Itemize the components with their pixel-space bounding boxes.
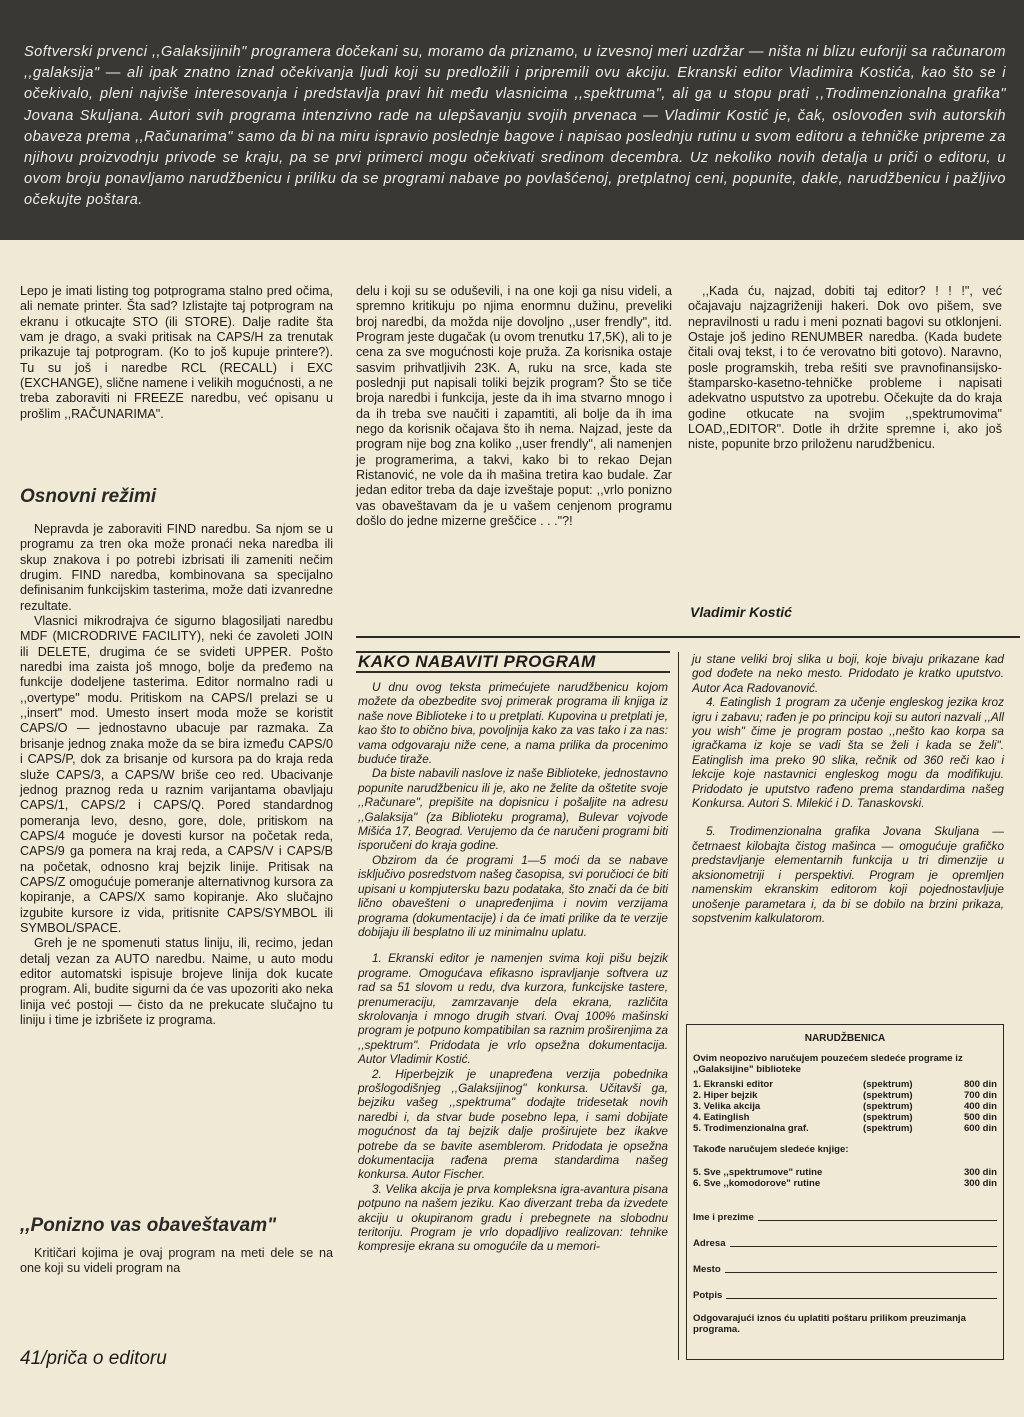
- item-price: 400 din: [963, 1101, 997, 1112]
- item-price: 500 din: [963, 1112, 997, 1123]
- order-form: [686, 1024, 1004, 1360]
- order-item[interactable]: [693, 1079, 997, 1090]
- paragraph: Obzirom da će programi 1—5 moći da se nabave isključivo posredstvom našeg časopisa, svi poručioci će biti upisani u kompjutersku bazu podataka, što znači da će biti lično obavešteni o unapređenjima i novim verzijama programa (dokumentacije) i da će imati prilike da te verzije dobijaju ili besplatno ili uz minimalnu uplatu.: [358, 852, 668, 939]
- name-field[interactable]: [693, 1197, 997, 1223]
- field-line[interactable]: [730, 1246, 997, 1247]
- item-platform: (spektrum): [863, 1101, 913, 1112]
- payment-note: Odgovarajući iznos ću uplatiti poštaru prilikom preuzimanja programa.: [693, 1313, 966, 1335]
- address-field[interactable]: [693, 1223, 997, 1249]
- column-1-part-3: [20, 1246, 333, 1277]
- paragraph: 2. Hiperbejzik je unapređena verzija pobednika prošlogodišnjeg ,,Galaksijinog" konkursa. Učitavši ga, bejziku vašeg ,,spektruma" dodajte tridesetak novih naredbi i, da stvar bude posebno lepa, i sami dobijate mogućnost da taj bejzik dalje proširujete bez ikakve potrebe da se bavite asemblerom. Pridodata je opsežna dokumentacija rađena prema standardima našeg konkursa. Autor Fischer.: [358, 1066, 668, 1182]
- box-column-2: [692, 652, 1004, 925]
- paragraph: 3. Velika akcija je prva kompleksna igra-avantura pisana potpuno na našem jeziku. Kao diverzant treba da izvedete akciju u okupiranom gradu i prebegnete na slobodnu teritoriju. Program je vrlo dopadljivo realizovan: tehnike kompresije ekrana su omogućile da u memori-: [358, 1181, 668, 1254]
- field-label: Potpis: [693, 1290, 723, 1301]
- paragraph: Nepravda je zaboraviti FIND naredbu. Sa njom se u programu za tren oka može pronaći neka naredba ili skup znakova i po potrebi izbrisati ili zameniti nečim drugim. FIND naredba, kombinovana sa specijalno definisanim funkcijskim tasterima, može dati izvanredne rezultate.: [20, 522, 333, 613]
- item-name: 2. Hiper bejzik: [693, 1090, 758, 1101]
- field-label: Ime i prezime: [693, 1212, 754, 1223]
- order-form-intro: Ovim neopozivo naručujem pouzećem sledeće programe iz ,,Galaksijine" biblioteke: [693, 1053, 963, 1075]
- paragraph: 1. Ekranski editor je namenjen svima koji pišu bejzik programe. Omogućava efikasno ispravljanje softvera uz rad sa 51 slovom u redu, dva kurzora, funkcijske tastere, prenumeraciju, zamrzavanje dela ekrana, različita skrolovanja i mnogo drugih stvari. Ovaj 100% mašinski program je potpuno kompatibilan sa raznim proširenjima za ,,spektrum". Pridodata je vrlo opsežna dokumentacija. Autor Vladimir Kostić.: [358, 951, 668, 1067]
- field-line[interactable]: [725, 1272, 997, 1273]
- book-name: 5. Sve ,,spektrumove" rutine: [693, 1167, 823, 1178]
- paragraph: Kritičari kojima je ovaj program na meti dele se na one koji su videli program na: [20, 1246, 333, 1276]
- item-price: 600 din: [963, 1123, 997, 1134]
- city-field[interactable]: [693, 1249, 997, 1275]
- paragraph: ju stane veliki broj slika u boji, koje bivaju prikazane kad god dođete na neko mesto. Pridodato je kratko uputstvo. Autor Aca Radovanović.: [692, 652, 1004, 695]
- paragraph: 5. Trodimenzionalna grafika Jovana Skuljana — četrnaest kilobajta čistog mašinca — omogućuje grafičko predstavljanje elementarnih funkcija u tri dimenzije u aksionometriji i perspektivi. Program je opremljen namenskim ekranskim editorom koji pojednostavljuje unošenje parametara i, da bi se dobilo na brzini prikaza, sopstvenim kalkulatorom.: [692, 824, 1004, 925]
- divider: [356, 636, 1020, 638]
- paragraph: Greh je ne spomenuti status liniju, ili, recimo, jedan detalj vezan za AUTO naredbu. Naime, u auto modu editor automatski ispisuje brojeve linija dok kucate program. Ali, budite sigurni da će vas upozoriti ako neka linija već postoji — čisto da ne prekucate slučajno tu liniju i time je izbrišete iz programa.: [20, 936, 333, 1027]
- paragraph: Da biste nabavili naslove iz naše Biblioteke, jednostavno popunite narudžbenicu ili je, ako ne želite da oštetite svoje ,,Računare", prepišite na dopisnicu i pošaljite na adresu ,,Galaksija" (za Biblioteku programa), Bulevar vojvode Mišića 17, Beograd. Verujemo da će naručeni programi biti isporučeni do kraja godine.: [358, 766, 668, 853]
- book-item[interactable]: [693, 1167, 997, 1178]
- paragraph: 4. Eatinglish 1 program za učenje engleskog jezika kroz igru i zabavu; rađen je po principu koji su autori nazvali ,,All you wish" čime je program postao ,,nešto kao korpa sa igračkama iz koje se vadi šta se želi i kada se želi". Eatinglish ima preko 90 slika, rečnik od 360 reči kao i lekcije koje nastavnici engleskog mogu da modifikuju. Pridodato je uputstvo rađeno prema standardima našeg Konkursa. Autori S. Milekić i D. Tanaskovski.: [692, 695, 1004, 811]
- item-name: 5. Trodimenzionalna graf.: [693, 1123, 809, 1134]
- book-price: 300 din: [963, 1178, 997, 1189]
- item-name: 1. Ekranski editor: [693, 1079, 773, 1090]
- paragraph: Vlasnici mikrodrajva će sigurno blagosiljati naredbu MDF (MICRODRIVE FACILITY), neki će zavoleti JOIN ili DELETE, drugima će se svideti UPPER. Pošto naredbi ima zaista još mnogo, bolje da pređemo na funkcije dodeljene tasterima. Editor normalno radi u ,,overtype" modu. Pritiskom na CAPS/I prelazi se u ,,insert" mod. Umesto insert moda može se koristit CAPS/O — jednostavno ubacuje par razmaka. Za brisanje jednog znaka može da se bira između CAPS/0 i CAPS/P, dok za brisanje od kursora pa do kraja reda služe CAPS/3, a CAPS/W briše ceo red. Ubacivanje jednog praznog reda u raznim varijantama obavljaju CAPS/1, CAPS/2 i CAPS/Q. Pored standardnog pomeranja levo, desno, gore, dole, pritiskom na CAPS/4 moguće je dovesti kursor na početak reda, CAPS/9 ga pomera na kraj reda, a CAPS/V i CAPS/B na početak, odnosno kraj bejzik linije. Pritisak na CAPS/Z omogućuje pomeranje alternativnog kursora za kopiranje, a CAPS/X samo kopiranje. Ako slučajno izgubite kursore iz vida, pritisnite CAPS/SYMBOL ili SYMBOL/SPACE.: [20, 614, 333, 935]
- section-heading-humbly: ,,Ponizno vas obaveštavam": [20, 1215, 277, 1236]
- column-divider: [678, 652, 679, 1360]
- books-label: Takođe naručujem sledeće knjige:: [693, 1144, 849, 1155]
- item-name: 3. Velika akcija: [693, 1101, 761, 1112]
- author-signature: Vladimir Kostić: [690, 604, 792, 620]
- paragraph: U dnu ovog teksta primećujete narudžbenicu kojom možete da obezbedite svoj primerak programa ili knjiga iz naše nove Biblioteke i to u pretplati. Kupovina u pretplati je, kao što to obično biva, povoljnija kako za vas tako i za nas: vama odgovaraju niže cene, a nama prilika da procenimo buduće tiraže.: [358, 680, 668, 767]
- column-2: [356, 284, 672, 530]
- paragraph: Lepo je imati listing tog potprograma stalno pred očima, ali nemate printer. Šta sad? Izlistajte taj potprogram na ekranu i otkucajte STO (ili STORE). Dalje radite šta vam je drago, a svaki pritisak na CAPS/H za trenutak prikazuje taj potprogram. (Ko to još kupuje printere?). Tu su još i naredbe RCL (RECALL) i EXC (EXCHANGE), slične namene i velikih mogućnosti, a ne treba zaboraviti ni FREEZE naredbu, već opisanu u prošlim ,,RAČUNARIMA".: [20, 284, 333, 421]
- paragraph: delu i koji su se oduševili, i na one koji ga nisu videli, a spremno kritikuju po njima enormnu dužinu, preveliki broj naredbi, da možda nije dovoljno ,,user frendly", itd. Program jeste dugačak (u ovom trenutku 17,5K), ali to je cena za sve mogućnosti koje pruža. Za korisnika ostaje sasvim prihvatljivih 23K. A, ruku na srce, kada ste poslednji put napisali toliki bejzik program? Što se tiče broja naredbi i funkcija, jeste da ih ima stvarno mnogo i da ih treba sve naučiti i zapamtiti, ali bolje da ih ima nego da korisnik očajava što ih nema. Najzad, jeste da program nije bog zna koliko ,,user frendly", ali namenjen je programerima, a takvi, kako bi to rekao Dejan Ristanović, ne vole da ih mašina tretira kao budale. Zar jedan editor treba da daje izveštaje poput: ,,vrlo ponizno vas obaveštavam da je u vašem cenjenom programu došlo do jedne mizerne greščice . . ."?!: [356, 284, 672, 529]
- book-name: 6. Sve ,,komodorove" rutine: [693, 1178, 821, 1189]
- field-label: Adresa: [693, 1238, 726, 1249]
- section-heading-modes: Osnovni režimi: [20, 486, 157, 507]
- book-item[interactable]: [693, 1178, 997, 1189]
- item-platform: (spektrum): [863, 1123, 913, 1134]
- order-item[interactable]: [693, 1090, 997, 1101]
- item-price: 700 din: [963, 1090, 997, 1101]
- field-label: Mesto: [693, 1264, 721, 1275]
- item-platform: (spektrum): [863, 1112, 913, 1123]
- box-column-1: [358, 680, 668, 1254]
- order-form-title: NARUDŽBENICA: [804, 1033, 886, 1044]
- item-platform: (spektrum): [863, 1079, 913, 1090]
- column-1-part-2: [20, 522, 333, 1028]
- book-price: 300 din: [963, 1167, 997, 1178]
- field-line[interactable]: [758, 1220, 997, 1221]
- intro-banner: [0, 0, 1024, 240]
- item-name: 4. Eatinglish: [693, 1112, 750, 1123]
- paragraph: ,,Kada ću, najzad, dobiti taj editor? ! ! !", već očajavaju najzagriženiji hakeri. Dok ovo pišem, sve nepravilnosti u radu i meni poznati bagovi su otklonjeni. Ostaje još jedino RENUMBER naredba. (Kada budete čitali ovaj tekst, i to će verovatno biti gotovo). Naravno, posle programskih, treba rešiti sve pravnofinansijsko-štamparsko-kasetno-tehničke probleme i napisati adekvatno usputstvo za upotrebu. Očekujte da do kraja godine otkucate na svojim ,,spektrumovima" LOAD,,EDITOR". Dotle ih držite spremne i, ako još niste, popunite brzo priloženu narudžbenicu.: [688, 284, 1002, 452]
- item-price: 800 din: [963, 1079, 997, 1090]
- box-title: KAKO NABAVITI PROGRAM: [358, 652, 596, 671]
- order-item[interactable]: [693, 1112, 997, 1123]
- order-item[interactable]: [693, 1123, 997, 1134]
- intro-text: Softverski prvenci ,,Galaksijinih" programera dočekani su, moramo da priznamo, u izvesnoj meri uzdržar — ništa ni blizu euforiji sa računarom ,,galaksija" — ali ipak znatno iznad očekivanja ljudi koji su predložili i pripremili ovu akciju. Ekranski editor Vladimira Kostića, kao što se i očekivalo, pleni najviše interesovanja i predstavlja pravi hit među vlasnicima ,,spektruma", ali ga u stopu prati ,,Trodimenzionalna grafika" Jovana Skuljana. Autori svih programa intenzivno rade na ulepšavanju svojih prvenaca — Vladimir Kostić je, čak, oslovođen svih autorskih obaveza prema ,,Računarima" samo da bi na miru ispravio poslednje bagove i napisao poslednju rutinu u svom editoru a tehničke pripreme za njihovu proizvodnju privode se kraju, pa se prvi primerci mogu očekivati sredinom decembra. Uz nekoliko novih detalja u priči o editoru, u ovom broju ponavljamo narudžbenicu i priliku da se programi nabave po povlašćenoj, pretplatnoj ceni, popunite, dakle, narudžbenicu i pažljivo očekujte poštara.: [24, 44, 1006, 209]
- column-3: [688, 284, 1002, 453]
- field-line[interactable]: [726, 1298, 997, 1299]
- signature-field[interactable]: [693, 1275, 997, 1301]
- order-item[interactable]: [693, 1101, 997, 1112]
- item-platform: (spektrum): [863, 1090, 913, 1101]
- column-1: [20, 284, 333, 422]
- page-label: 41/priča o editoru: [20, 1348, 167, 1369]
- box-heading: [356, 651, 670, 673]
